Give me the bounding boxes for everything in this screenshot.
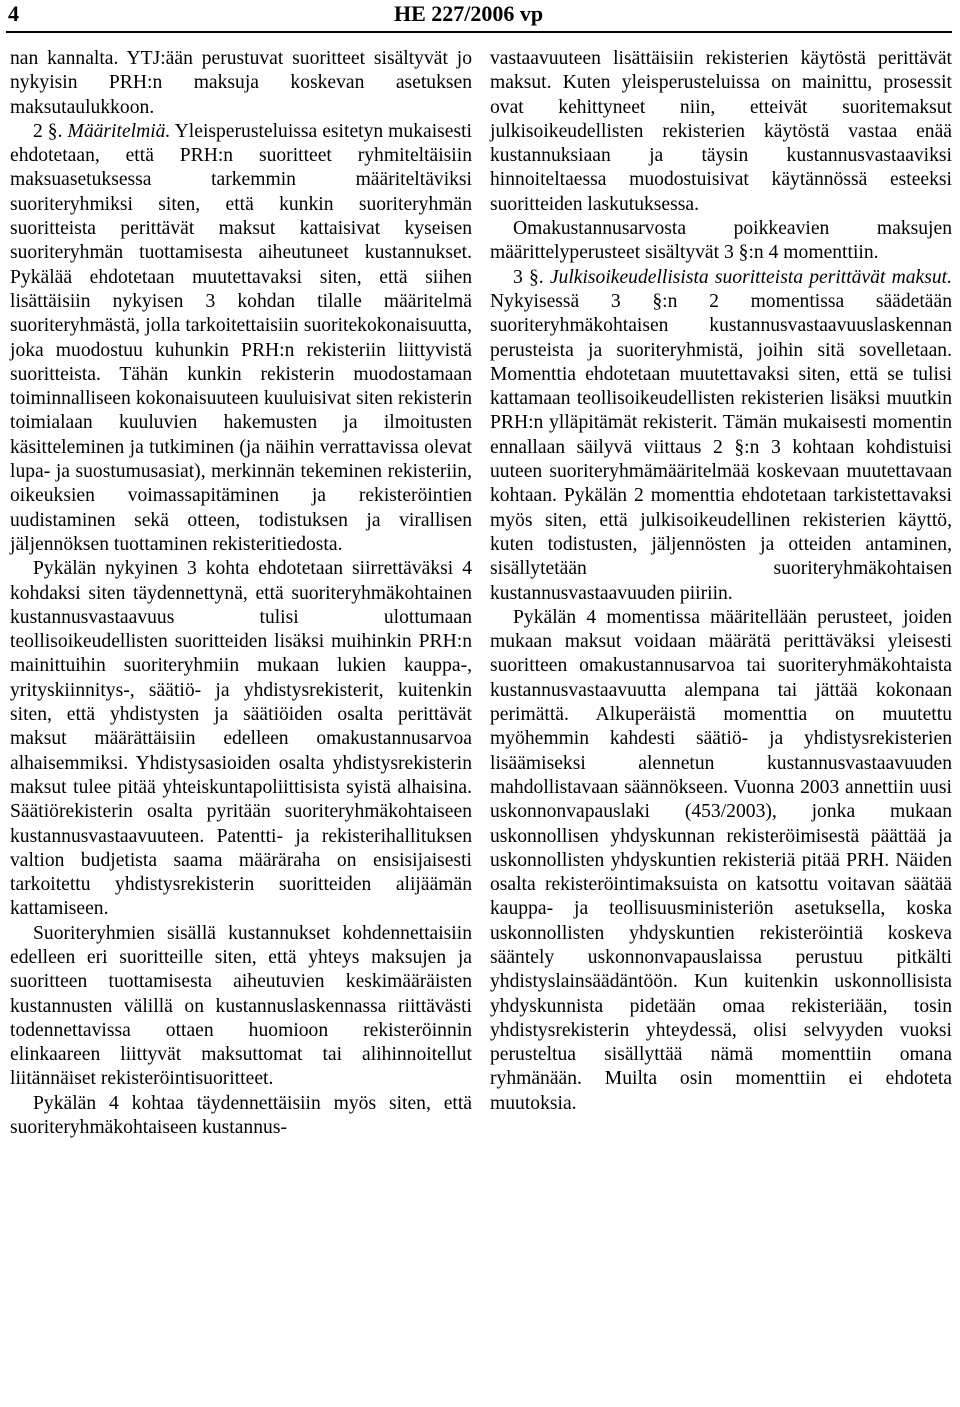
paragraph-continuation: vastaavuuteen lisättäisiin rekisterien käytöstä perittävät maksut. Kuten yleisperusteluissa on mainittu, prosessit ovat kehittyneet niin, etteivät suoritemaksut julkisoikeudellisten rekisterien käytöstä vastaa enää kustannuksiaan ja täysin kustannusvastaaviksi hinnoiteltaessa muodostuisivat käytännössä esteeksi suoritteiden laskutuksessa.	[490, 48, 952, 215]
page-header	[0, 0, 960, 40]
right-column	[490, 47, 952, 1116]
section-3-body: Nykyisessä 3 §:n 2 momentissa säädetään suoriteryhmäkohtaisen kustannusvastaavuuslaskennan perusteista ja suoriteryhmistä, joihin sitä sovelletaan. Momenttia ehdotetaan muutettavaksi siten, että se tulisi kattamaan teollisoikeudellisten rekisterien lisäksi muutkin PRH:n ylläpitämät rekisterit. Tämän mukaisesti momentin ennallaan säilyvä viittaus 2 §:n 3 kohtaan kohdistuisi uuteen suoriteryhmämääritelmää koskevaan muutettavaan kohtaan. Pykälän 2 momenttia ehdotetaan tarkistettavaksi myös siten, että julkisoikeudellinen rekisterien käyttö, kuten todistusten, jäljennösten ja otteiden antaminen, sisällytetään suoriteryhmäkohtaisen kustannusvastaavuuden piiriin.	[490, 290, 952, 604]
paragraph-continuation: nan kannalta. YTJ:ään perustuvat suoritteet sisältyvät jo nykyisin PRH:n maksuja koskevan asetuksen maksutaulukkoon.	[10, 48, 472, 118]
paragraph: Pykälän nykyinen 3 kohta ehdotetaan siirrettäväksi 4 kohdaksi siten täydennettynä, että suoriteryhmäkohtainen kustannusvastaavuus tulisi ulottumaan teollisoikeudellisten suoritteiden lisäksi muihinkin PRH:n mainittuihin suoriteryhmiin mukaan lukien kauppa-, yrityskiinnitys-, säätiö- ja yhdistysrekisterit, kuitenkin siten, että yhdistysten ja säätiöiden osalta perittävät maksut määrättäisiin edelleen omakustannusarvoa alhaisemmiksi. Yhdistysasioiden osalta yhdistysrekisterin maksut tulee pitää yhteiskuntapoliittisista syistä alhaisina. Säätiörekisterin osalta pyritään suoriteryhmäkohtaiseen kustannusvastaavuuteen. Patentti- ja rekisterihallituksen valtion budjetista saama määräraha on ensisijaisesti tarkoitettu yhdistysrekisterin suoritteiden alijäämän kattamiseen.	[10, 558, 472, 920]
section-2-number: 2 §.	[33, 120, 68, 142]
paragraph: Omakustannusarvosta poikkeavien maksujen määrittelyperusteet sisältyvät 3 §:n 4 momenttiin.	[490, 218, 952, 264]
page-number: 4	[8, 1, 19, 26]
header-rule	[6, 31, 952, 33]
section-2-title: Määritelmiä.	[67, 120, 171, 142]
section-3-title: Julkisoikeudellisista suoritteista perittävät maksut.	[549, 266, 952, 288]
section-2-paragraph	[10, 120, 472, 557]
paragraph: Pykälän 4 kohtaa täydennettäisiin myös siten, että suoriteryhmäkohtaiseen kustannus-	[10, 1092, 472, 1139]
left-column	[10, 47, 472, 1140]
section-3-number: 3 §.	[513, 266, 550, 288]
section-2-body: Yleisperusteluissa esitetyn mukaisesti ehdotetaan, että PRH:n suoritteet ryhmiteltäisiin maksuasetuksessa tarkemmin määriteltäviksi suoriteryhmiksi siten, että kunkin suoriteryhmän suoritteista perittävät maksut kattaisivat kyseisen suoriteryhmän tuottamisesta aiheutuneet kustannukset. Pykälää ehdotetaan muutettavaksi siten, että siihen lisättäisiin nykyisen 3 kohdan tilalle määritelmä suoriteryhmästä, jolla tarkoitettaisiin suoritekokonaisuutta, joka muodostuu kuhunkin PRH:n rekisteriin liittyvistä suoritteista. Tähän kunkin rekisterin muodostamaan toiminnalliseen kokonaisuuteen kuuluisivat siten rekisterin toimialaan kuuluvien hakemusten ja ilmoitusten käsitteleminen ja tutkiminen (ja näihin verrattavissa olevat lupa- ja suostumusasiat), merkinnän tekeminen rekisteriin, oikeuksien voimassapitäminen ja rekisteröintien uudistaminen sekä otteen, todistuksen ja virallisen jäljennöksen tuottaminen rekisteritiedosta.	[10, 120, 472, 555]
section-3-paragraph	[490, 266, 952, 606]
paragraph: Pykälän 4 momentissa määritellään perusteet, joiden mukaan maksut voidaan määrätä perittäväksi yleisesti suoritteen omakustannusarvoa tai suoriteryhmäkohtaista kustannusvastaavuutta alempana tai jättää kokonaan perimättä. Alkuperäistä momenttia on muutettu myöhemmin kahdesti säätiö- ja yhdistysrekisterien lisäämiseksi alennetun kustannusvastaavuuden mahdollistavaan säännökseen. Vuonna 2003 annettiin uusi uskonnonvapauslaki (453/2003), jonka mukaan uskonnollisen yhdyskunnan rekisteröimisestä päättää ja uskonnollisten yhdyskuntien rekisteriä pitää PRH. Näiden osalta rekisteröintimaksuista on katsottu voitavan säätää kauppa- ja teollisuusministeriön asetuksella, koska uskonnollisten yhdyskuntien rekisteröintiä koskeva sääntely uskonnonvapauslaissa perustuu pitkälti yhdistyslainsäädäntöön. Kun kuitenkin uskonnollisista yhdyskunnista pidetään omaa rekisteriään, tosin yhdistysrekisterin yhteydessä, olisi selvyyden vuoksi perusteltua sisällyttää nämä momenttiin omana ryhmänään. Muilta osin momenttiin ei ehdoteta muutoksia.	[490, 606, 952, 1114]
paragraph: Suoriteryhmien sisällä kustannukset kohdennettaisiin edelleen eri suoritteille siten, että yhteys maksujen ja suoritteen tuottamisesta aiheutuvien keskimääräisten kustannusten välillä on kustannuslaskennassa riittävästi todennettavissa ottaen huomioon rekisteröinnin elinkaareen liittyvät maksuttomat tai alihinnoitellut liitännäiset rekisteröintisuoritteet.	[10, 922, 472, 1090]
document-id: HE 227/2006 vp	[394, 1, 544, 26]
